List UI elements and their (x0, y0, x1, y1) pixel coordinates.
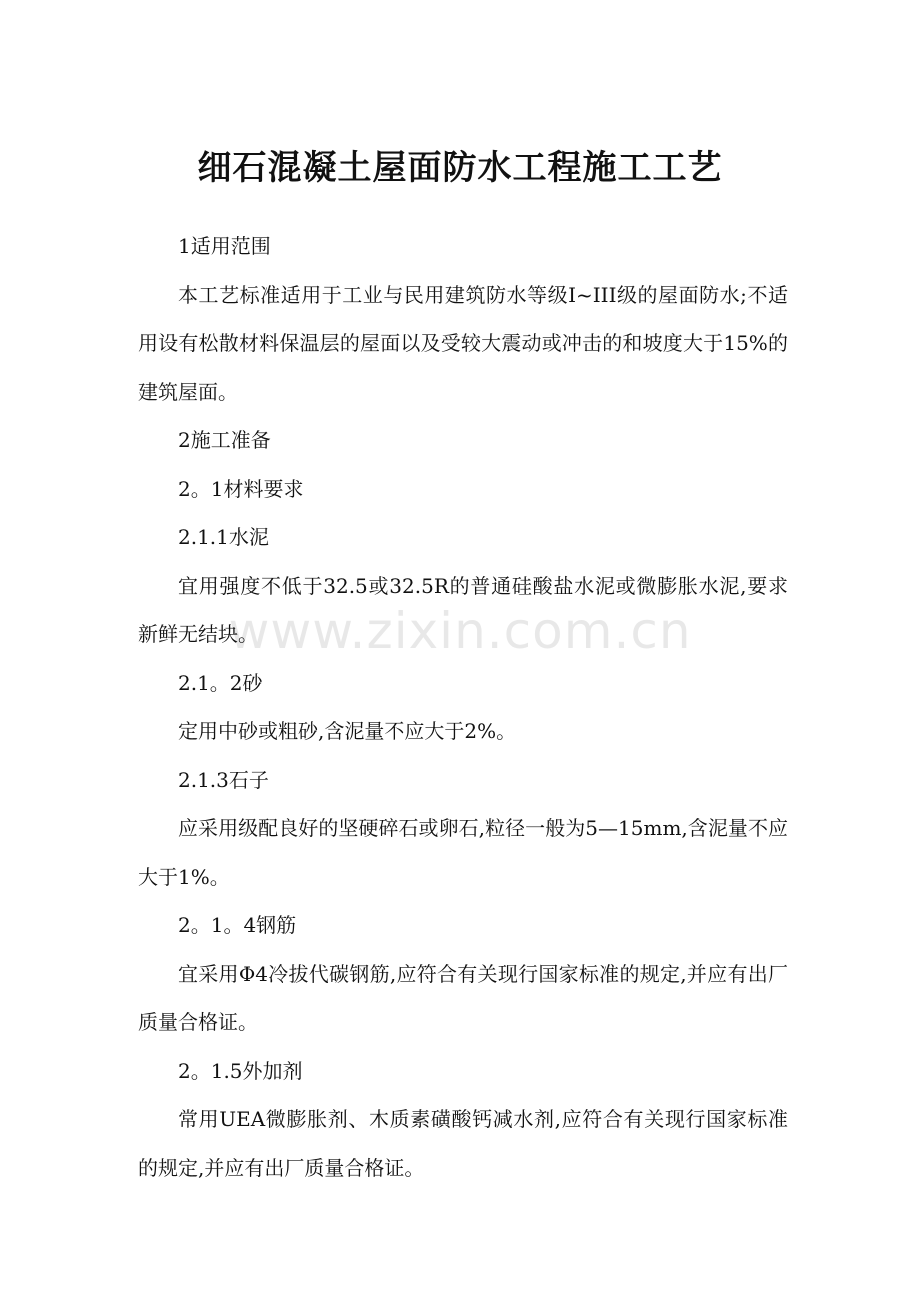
body-paragraph: 宜用强度不低于32.5或32.5R的普通硅酸盐水泥或微膨胀水泥,要求新鲜无结块。 (138, 573, 788, 646)
subsection-heading: 2.1.3石子 (178, 767, 269, 792)
section-heading: 2施工准备 (178, 428, 271, 452)
subsection-heading: 2.1.1水泥 (178, 525, 269, 549)
body-paragraph: 常用UEA微膨胀剂、木质素磺酸钙减水剂,应符合有关现行国家标准的规定,并应有出厂质量合格证。 (138, 1107, 788, 1180)
document-title: 细石混凝土屋面防水工程施工工艺 (197, 148, 723, 188)
body-paragraph: 应采用级配良好的坚硬碎石或卵石,粒径一般为5—15mm,含泥量不应大于1%。 (138, 816, 788, 889)
document-body (138, 222, 788, 1192)
subsection-heading: 2。1。4钢筋 (178, 913, 297, 937)
body-paragraph: 定用中砂或粗砂,含泥量不应大于2%。 (178, 719, 517, 743)
watermark: www.zixin.com.cn (228, 602, 692, 660)
subsection-heading: 2。1.5外加剂 (178, 1058, 303, 1083)
subsection-heading: 2。1材料要求 (178, 476, 304, 501)
subsection-heading: 2.1。2砂 (178, 670, 263, 695)
section-heading: 1适用范围 (178, 234, 271, 258)
body-paragraph: 宜采用Φ4冷拔代碳钢筋,应符合有关现行国家标准的规定,并应有出厂质量合格证。 (138, 961, 788, 1034)
body-paragraph: 本工艺标准适用于工业与民用建筑防水等级I~III级的屋面防水;不适用设有松散材料保温层的屋面以及受较大震动或冲击的和坡度大于15%的建筑屋面。 (138, 282, 788, 404)
